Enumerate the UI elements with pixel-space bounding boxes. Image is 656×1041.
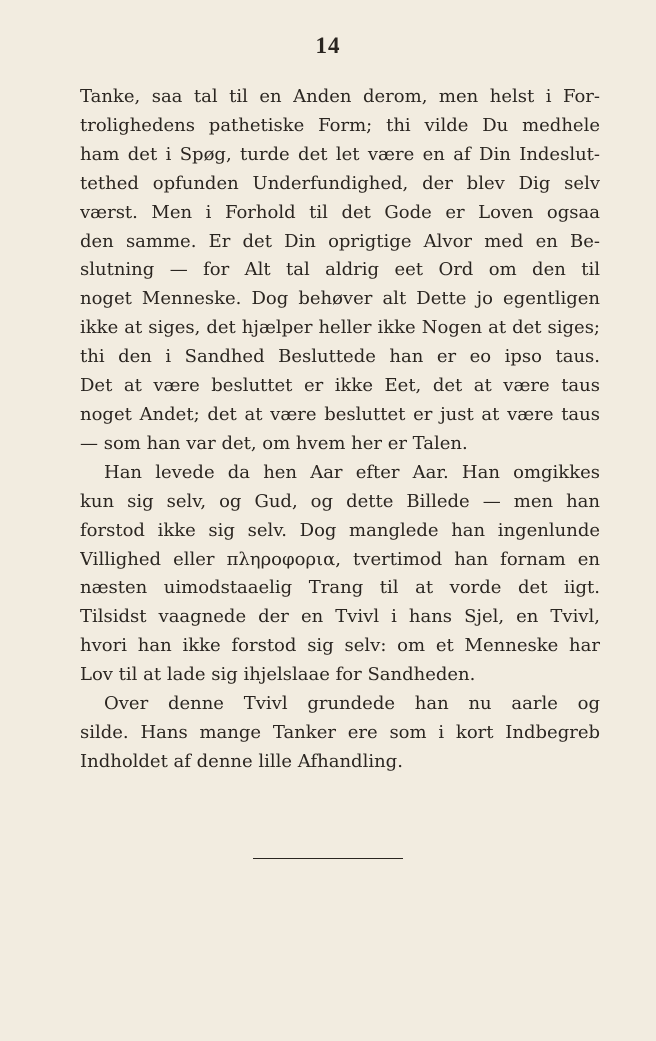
page-number: 14 — [315, 33, 341, 58]
text-line: Villighed eller πληροφορια, tvertimod han fornam en — [80, 548, 600, 570]
text-line: ikke at siges, det hjælper heller ikke Nogen at det siges; — [80, 317, 600, 339]
text-line: Indholdet af denne lille Afhandling. — [80, 750, 403, 772]
text-line: Tanke, saa tal til en Anden derom, men helst i For- — [80, 86, 600, 107]
text-line: Tilsidst vaagnede der en Tvivl i hans Sjel, en Tvivl, — [80, 606, 600, 628]
text-line: Lov til at lade sig ihjelslaae for Sandheden. — [80, 664, 476, 686]
text-line: hvori han ikke forstod sig selv: om et Menneske har — [80, 635, 600, 657]
text-line: — som han var det, om hvem her er Talen. — [80, 432, 468, 454]
text-line: noget Menneske. Dog behøver alt Dette jo egentligen — [80, 288, 600, 310]
text-line: Han levede da hen Aar efter Aar. Han omgikkes — [104, 461, 600, 483]
section-divider — [253, 858, 403, 859]
text-line: værst. Men i Forhold til det Gode er Loven ogsaa — [80, 201, 600, 223]
paragraph-3 — [80, 690, 600, 777]
text-line: den samme. Er det Din oprigtige Alvor med en Be- — [80, 230, 600, 252]
text-line: trolighedens pathetiske Form; thi vilde Du medhele — [80, 114, 600, 136]
text-line: kun sig selv, og Gud, og dette Billede — men han — [80, 490, 600, 512]
text-line: silde. Hans mange Tanker ere som i kort Indbegreb — [80, 721, 600, 743]
text-line: slutning — for Alt tal aldrig eet Ord om den til — [80, 259, 600, 281]
text-line: Over denne Tvivl grundede han nu aarle og — [104, 693, 600, 715]
text-line: forstod ikke sig selv. Dog manglede han ingenlunde — [80, 519, 600, 541]
text-line: thi den i Sandhed Besluttede han er eo ipso taus. — [80, 346, 600, 368]
text-line: noget Andet; det at være besluttet er just at være taus — [80, 403, 600, 425]
text-line: Det at være besluttet er ikke Eet, det at være taus — [80, 375, 600, 397]
text-line: ham det i Spøg, turde det let være en af Din Indeslut- — [80, 143, 600, 165]
paragraph-1 — [80, 83, 600, 459]
paragraph-2 — [80, 459, 600, 690]
text-line: næsten uimodstaaelig Trang til at vorde det iigt. — [80, 577, 600, 599]
body-text — [80, 83, 600, 777]
text-line: tethed opfunden Underfundighed, der blev Dig selv — [80, 172, 600, 194]
